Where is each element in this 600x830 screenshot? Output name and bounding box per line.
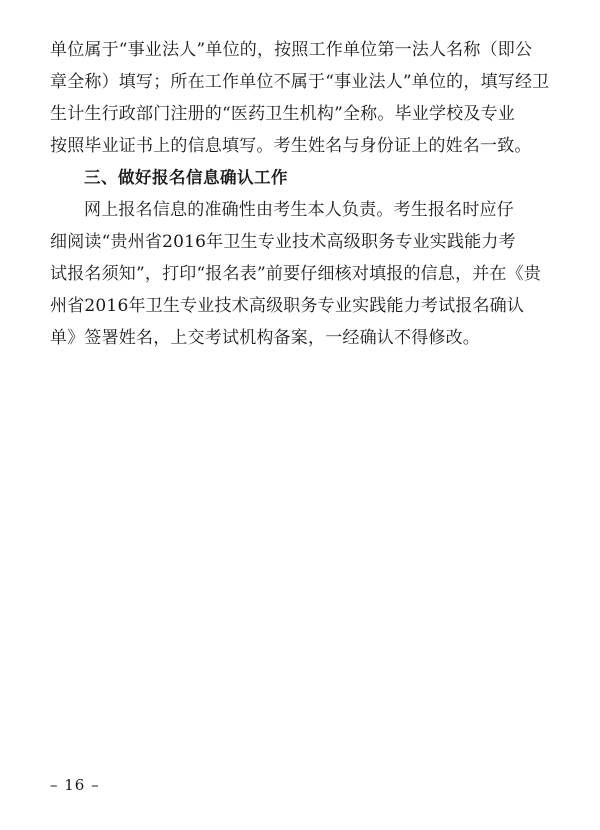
paragraph-line: 州省2016年卫生专业技术高级职务专业实践能力考试报名确认 bbox=[50, 296, 525, 316]
paragraph-line: 生计生行政部门注册的“医药卫生机构”全称。毕业学校及专业 bbox=[50, 104, 515, 124]
paragraph-line: 网上报名信息的准确性由考生本人负责。考生报名时应仔 bbox=[84, 200, 514, 220]
paragraph-line: 单》签署姓名，上交考试机构备案，一经确认不得修改。 bbox=[50, 328, 480, 348]
page-number: – 16 – bbox=[50, 776, 100, 794]
paragraph-line: 单位属于“事业法人”单位的，按照工作单位第一法人名称（即公 bbox=[50, 40, 533, 60]
paragraph-line: 按照毕业证书上的信息填写。考生姓名与身份证上的姓名一致。 bbox=[50, 136, 532, 156]
document-body bbox=[50, 34, 550, 354]
paragraph-line: 细阅读“贵州省2016年卫生专业技术高级职务专业实践能力考 bbox=[50, 232, 516, 252]
paragraph-line: 章全称）填写；所在工作单位不属于“事业法人”单位的，填写经卫 bbox=[50, 72, 550, 92]
section-heading: 三、做好报名信息确认工作 bbox=[84, 168, 288, 187]
paragraph-line: 试报名须知”，打印“报名表”前要仔细核对填报的信息，并在《贵 bbox=[50, 264, 542, 284]
